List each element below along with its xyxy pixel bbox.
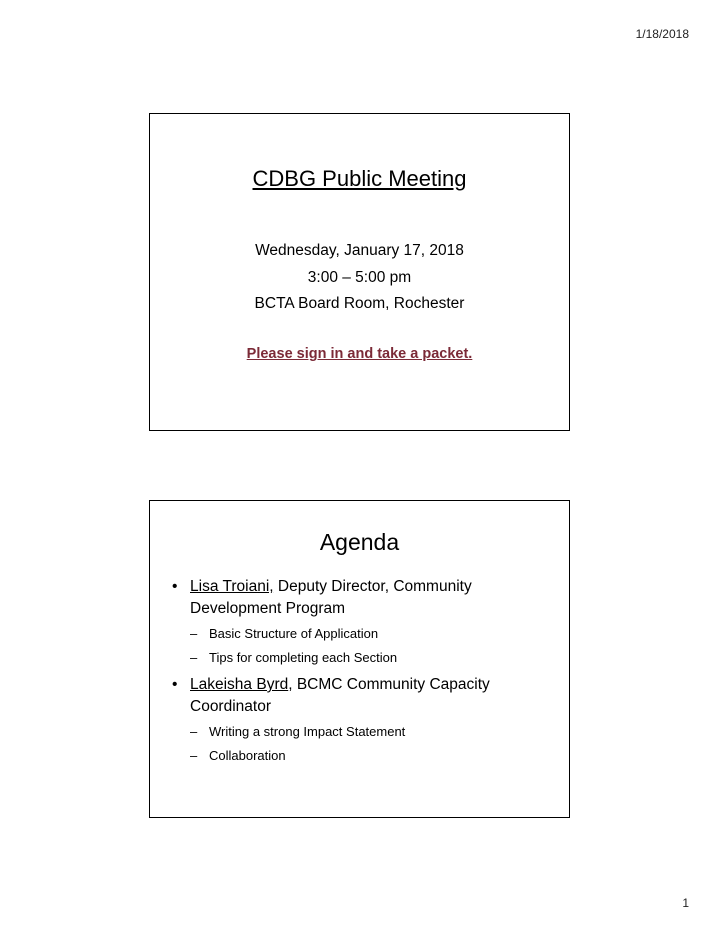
dash-icon: – <box>190 748 198 763</box>
subitem-text: Writing a strong Impact Statement <box>209 724 406 739</box>
agenda-item <box>170 674 539 718</box>
bullet-icon: • <box>172 578 178 595</box>
agenda-title: Agenda <box>319 529 400 555</box>
subitem-text: Basic Structure of Application <box>209 626 379 641</box>
presenter-name: Lisa Troiani, <box>190 578 274 595</box>
subitem-text: Collaboration <box>209 748 286 763</box>
meeting-title: CDBG Public Meeting <box>252 166 467 191</box>
meeting-time: 3:00 – 5:00 pm <box>307 268 412 286</box>
slide-meeting-info <box>149 113 570 431</box>
meeting-location: BCTA Board Room, Rochester <box>254 295 465 312</box>
agenda-sublist <box>170 720 539 768</box>
agenda-subitem <box>170 744 539 768</box>
agenda-item <box>170 576 539 620</box>
agenda-subitem <box>170 720 539 744</box>
subitem-text: Tips for completing each Section <box>209 650 398 665</box>
agenda-subitem <box>170 646 539 670</box>
dash-icon: – <box>190 626 198 641</box>
dash-icon: – <box>190 724 198 739</box>
agenda-subitem <box>170 622 539 646</box>
agenda-sublist <box>170 622 539 670</box>
bullet-icon: • <box>172 676 178 693</box>
meeting-details <box>150 238 569 318</box>
meeting-date: Wednesday, January 17, 2018 <box>255 242 464 259</box>
presenter-role: Deputy Director, Community Development Program <box>190 578 472 617</box>
presenter-name: Lakeisha Byrd <box>190 676 289 693</box>
page-number: 1 <box>682 896 689 910</box>
header-date: 1/18/2018 <box>635 27 689 41</box>
dash-icon: – <box>190 650 198 665</box>
presenter-role: , BCMC Community Capacity Coordinator <box>190 676 490 715</box>
agenda-list <box>170 576 539 772</box>
slide-agenda <box>149 500 570 818</box>
sign-in-notice: Please sign in and take a packet. <box>246 346 473 362</box>
